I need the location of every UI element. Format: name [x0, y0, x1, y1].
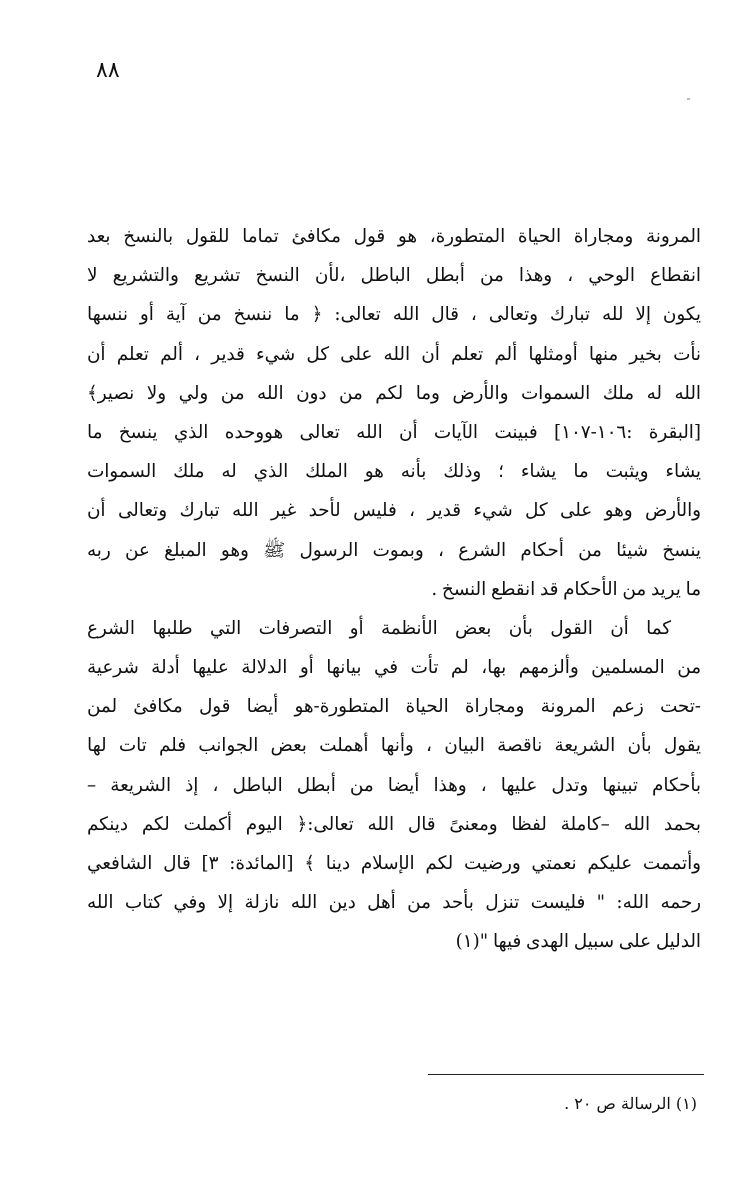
text-line: [البقرة :١٠٦-١٠٧] فبينت الآيات أن الله تعالى هووحده الذي ينسخ ما — [87, 421, 701, 443]
text-line: ينسخ شيئا من أحكام الشرع ، وبموت الرسول ﷺ وهو المبلغ عن ربه — [87, 539, 701, 561]
text-line: بحمد الله –كاملة لفظا ومعنىً قال الله تعالى:﴿ اليوم أكملت لكم دينكم — [87, 813, 701, 835]
text-line: وأتممت عليكم نعمتي ورضيت لكم الإسلام دينا ﴾ [المائدة: ٣] قال الشافعي — [87, 853, 701, 874]
text-line: يشاء ويثبت ما يشاء ؛ وذلك بأنه هو الملك الذي له ملك السموات — [87, 461, 701, 483]
text-line: الله له ملك السموات والأرض وما لكم من دون الله من ولي ولا نصير﴾ — [87, 382, 701, 404]
text-line: الدليل على سبيل الهدى فيها "(١) — [455, 931, 701, 953]
page-number: ٨٨ — [96, 58, 120, 83]
text-line: يكون إلا لله تبارك وتعالى ، قال الله تعالى: ﴿ ما ننسخ من آية أو ننسها — [87, 304, 701, 326]
main-text — [87, 217, 701, 962]
scan-speck — [687, 98, 690, 100]
text-line: بأحكام تبينها وتدل عليها ، وهذا أيضا من أبطل الباطل ، إذ الشريعة – — [87, 774, 701, 796]
text-line: انقطاع الوحي ، وهذا من أبطل الباطل ،لأن النسخ تشريع والتشريع لا — [87, 265, 701, 287]
footnote-separator — [428, 1074, 704, 1075]
text-line: ما يريد من الأحكام قد انقطع النسخ . — [431, 578, 701, 600]
text-line: نأت بخير منها أومثلها ألم تعلم أن الله على كل شيء قدير ، ألم تعلم أن — [87, 343, 701, 365]
text-line: -تحت زعم المرونة ومجاراة الحياة المتطورة-هو أيضا قول مكافئ لمن — [87, 696, 701, 718]
text-line: من المسلمين وألزمهم بها، لم تأت في بيانها أو الدلالة عليها أدلة شرعية — [87, 657, 701, 679]
text-line: كما أن القول بأن بعض الأنظمة أو التصرفات التي طلبها الشرع — [87, 617, 671, 639]
footnote: (١) الرسالة ص ٢٠ . — [564, 1094, 697, 1113]
text-line: المرونة ومجاراة الحياة المتطورة، هو قول مكافئ تماما للقول بالنسخ بعد — [87, 226, 701, 247]
text-line: والأرض وهو على كل شيء قدير ، فليس لأحد غير الله تبارك وتعالى أن — [87, 500, 701, 522]
text-line: يقول بأن الشريعة ناقصة البيان ، وأنها أهملت بعض الجوانب فلم تات لها — [87, 735, 701, 757]
text-line: رحمه الله: " فليست تنزل بأحد من أهل دين الله نازلة إلا وفي كتاب الله — [87, 892, 701, 914]
